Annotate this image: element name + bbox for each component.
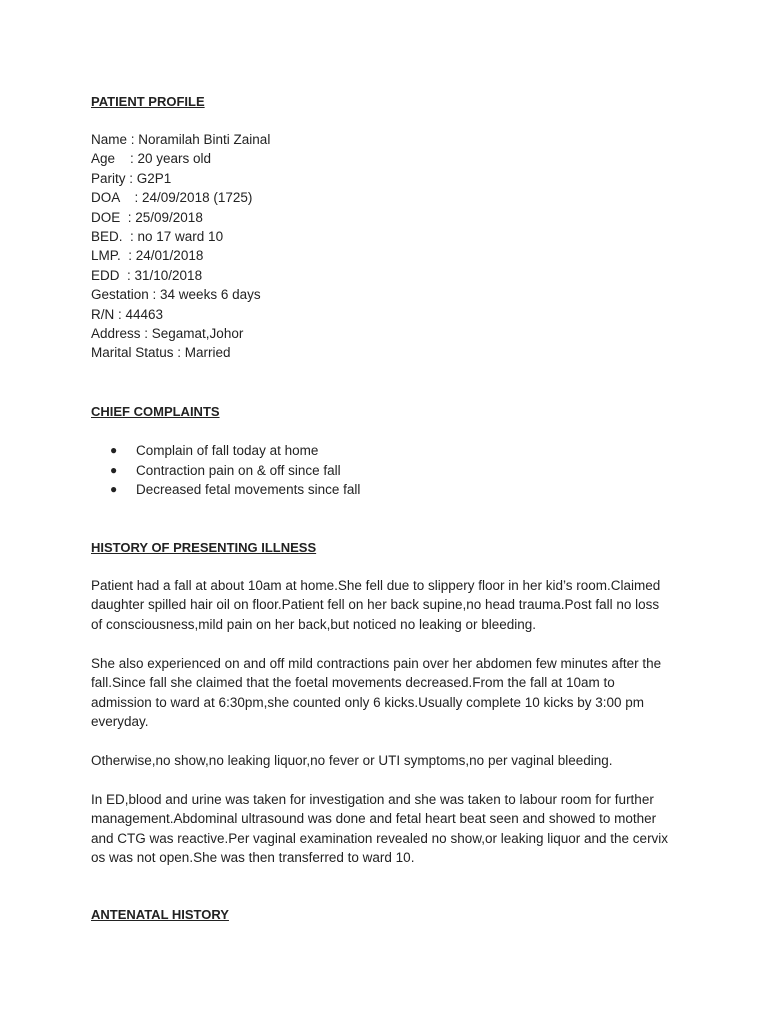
- list-item: [110, 441, 360, 461]
- patient-profile-details: [91, 130, 270, 363]
- hpi-paragraph: Otherwise,no show,no leaking liquor,no fever or UTI symptoms,no per vaginal bleeding.: [91, 753, 613, 768]
- complaint-text: Contraction pain on & off since fall: [136, 462, 341, 478]
- hpi-paragraph: Patient had a fall at about 10am at home.She fell due to slippery floor in her kid’s room.Claimed daughter spilled hair oil on floor.Patient fell on her back supine,no head trauma.Post fall no loss of consciousness,mild pain on her back,but noticed no leaking or bleeding.: [91, 578, 661, 632]
- profile-parity: Parity : G2P1: [91, 170, 172, 186]
- profile-name: Name : Noramilah Binti Zainal: [91, 132, 271, 147]
- profile-age: Age : 20 years old: [91, 151, 212, 167]
- complaint-text: Decreased fetal movements since fall: [136, 482, 361, 498]
- bullet-icon: ●: [110, 443, 118, 457]
- profile-lmp: LMP. : 24/01/2018: [91, 248, 204, 264]
- profile-edd: EDD : 31/10/2018: [91, 267, 203, 283]
- hpi-paragraph: In ED,blood and urine was taken for investigation and she was taken to labour room for further management.Abdominal ultrasound was done and fetal heart beat seen and showed to mother and CTG was reactive.Per vaginal examination revealed no show,or leaking liquor and the cervix os was not open.She was then transferred to ward 10.: [91, 792, 669, 866]
- profile-gestation: Gestation : 34 weeks 6 days: [91, 287, 261, 303]
- list-item: [110, 480, 360, 500]
- profile-address: Address : Segamat,Johor: [91, 326, 244, 342]
- profile-doa: DOA : 24/09/2018 (1725): [91, 190, 253, 206]
- profile-doe: DOE : 25/09/2018: [91, 209, 203, 225]
- profile-rn: R/N : 44463: [91, 306, 164, 322]
- patient-profile-heading: PATIENT PROFILE: [91, 94, 205, 109]
- hpi-paragraph: She also experienced on and off mild contractions pain over her abdomen few minutes after the fall.Since fall she claimed that the foetal movements decreased.From the fall at 10am to admission to ward at 6:30pm,she counted only 6 kicks.Usually complete 10 kicks by 3:00 pm everyday.: [91, 656, 662, 730]
- list-item: [110, 461, 360, 481]
- bullet-icon: ●: [110, 482, 118, 497]
- profile-bed: BED. : no 17 ward 10: [91, 229, 224, 245]
- chief-complaints-heading: CHIEF COMPLAINTS: [91, 404, 220, 419]
- profile-marital-status: Marital Status : Married: [91, 345, 231, 361]
- antenatal-history-heading: ANTENATAL HISTORY: [91, 907, 229, 922]
- complaint-text: Complain of fall today at home: [136, 443, 319, 458]
- chief-complaints-list: [110, 441, 360, 500]
- hpi-heading: HISTORY OF PRESENTING ILLNESS: [91, 540, 317, 555]
- bullet-icon: ●: [110, 462, 118, 477]
